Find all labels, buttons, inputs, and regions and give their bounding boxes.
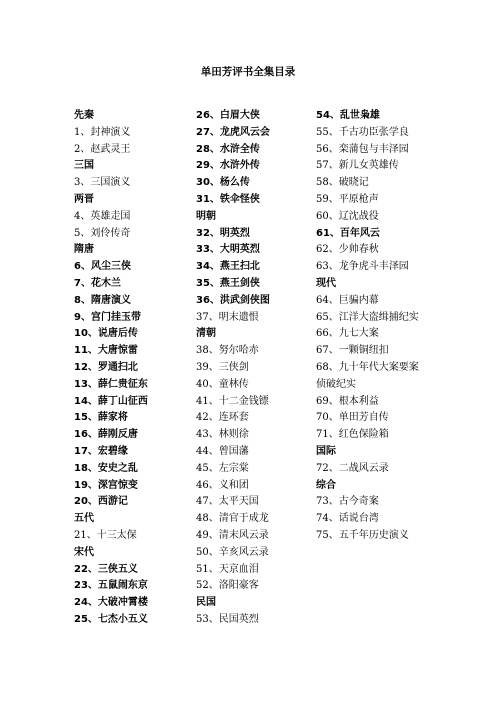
catalog-entry: 10、说唐后传 (74, 328, 138, 340)
catalog-entry: 26、白眉大侠 (196, 110, 260, 121)
catalog-entry: 1、封神演义 (74, 126, 131, 138)
catalog-entry: 30、杨么传 (196, 177, 250, 189)
catalog-entry: 7、花木兰 (74, 277, 121, 289)
catalog-entry: 12、罗通扫北 (74, 361, 138, 373)
catalog-entry: 59、平原枪声 (316, 193, 379, 205)
catalog-entry: 25、七杰小五义 (74, 613, 148, 625)
catalog-entry: 50、辛亥风云录 (196, 546, 269, 558)
era-heading: 民国 (196, 597, 216, 609)
catalog-entry: 46、义和团 (196, 479, 249, 491)
catalog-entry: 36、洪武剑侠图 (196, 294, 270, 306)
catalog-entry: 15、薛家将 (74, 412, 128, 424)
catalog-entry: 55、千古功臣张学良 (316, 126, 409, 138)
era-heading: 清朝 (196, 328, 216, 340)
catalog-entry: 16、薛刚反唐 (74, 429, 138, 441)
catalog-entry: 56、栾蒲包与丰泽园 (316, 143, 409, 155)
catalog-entry: 75、五千年历史演义 (316, 529, 409, 541)
era-heading: 隋唐 (74, 244, 94, 256)
catalog-entry: 60、辽沈战役 (316, 210, 379, 222)
catalog-entry: 41、十二金钱镖 (196, 395, 269, 407)
catalog-entry: 67、一颗铜纽扣 (316, 345, 389, 357)
catalog-entry: 31、铁伞怪侠 (196, 193, 260, 205)
catalog-entry: 51、天京血泪 (196, 563, 259, 575)
catalog-entry: 43、林则徐 (196, 429, 249, 441)
era-heading: 综合 (316, 479, 336, 491)
catalog-entry: 53、民国英烈 (196, 613, 259, 625)
catalog-entry: 6、风尘三侠 (74, 261, 131, 273)
catalog-entry: 66、九七大案 (316, 328, 379, 340)
catalog-entry: 63、龙争虎斗丰泽园 (316, 261, 409, 273)
catalog-entry: 48、清官于成龙 (196, 513, 269, 525)
catalog-entry: 5、刘伶传奇 (74, 227, 131, 239)
catalog-entry: 54、乱世枭雄 (316, 110, 380, 121)
catalog-entry: 72、二战风云录 (316, 462, 389, 474)
era-heading: 先秦 (74, 110, 94, 121)
catalog-entry: 58、破晓记 (316, 177, 369, 189)
catalog-entry: 4、英雄走国 (74, 210, 131, 222)
era-heading: 国际 (316, 445, 336, 457)
catalog-entry: 17、宏碧缘 (74, 445, 128, 457)
catalog-entry: 23、五鼠闹东京 (74, 580, 148, 592)
catalog-entry: 42、连环套 (196, 412, 249, 424)
catalog-entry: 40、童林传 (196, 378, 249, 390)
catalog-entry: 44、曾国藩 (196, 445, 249, 457)
catalog-column-1 (74, 108, 192, 629)
catalog-entry: 71、红色保险箱 (316, 429, 389, 441)
era-heading: 三国 (74, 160, 94, 172)
catalog-entry: 37、明末遗恨 (196, 311, 259, 323)
catalog-entry: 35、燕王剑侠 (196, 277, 260, 289)
catalog-entry: 38、努尔哈赤 (196, 345, 259, 357)
catalog-entry: 62、少帅春秋 (316, 244, 379, 256)
catalog-entry: 52、洛阳豪客 (196, 580, 259, 592)
catalog-entry: 20、西游记 (74, 496, 128, 508)
catalog-entry: 65、江洋大盗缉捕纪实 (316, 311, 419, 323)
catalog-column-3 (316, 108, 426, 545)
catalog-entry: 33、大明英烈 (196, 244, 260, 256)
catalog-entry: 45、左宗棠 (196, 462, 249, 474)
catalog-entry: 22、三侠五义 (74, 563, 138, 575)
era-heading: 现代 (316, 277, 336, 289)
catalog-entry: 24、大破冲霄楼 (74, 597, 148, 609)
era-heading: 宋代 (74, 546, 94, 558)
catalog-entry: 39、三侠剑 (196, 361, 249, 373)
catalog-entry: 3、三国演义 (74, 177, 131, 189)
catalog-entry: 57、新儿女英雄传 (316, 160, 399, 172)
era-heading: 明朝 (196, 210, 216, 222)
catalog-entry: 13、薛仁贵征东 (74, 378, 148, 390)
catalog-entry: 73、古今奇案 (316, 496, 379, 508)
era-heading: 两晋 (74, 193, 94, 205)
era-heading: 五代 (74, 513, 94, 525)
catalog-entry: 9、宫门挂玉带 (74, 311, 141, 323)
catalog-entry: 19、深宫惊变 (74, 479, 138, 491)
catalog-entry: 21、十三太保 (74, 529, 137, 541)
catalog-entry: 32、明英烈 (196, 227, 250, 239)
catalog-entry: 61、百年风云 (316, 227, 380, 239)
catalog-entry: 49、清末风云录 (196, 529, 269, 541)
catalog-entry: 8、隋唐演义 (74, 294, 131, 306)
catalog-entry: 64、巨骗内幕 (316, 294, 379, 306)
catalog-entry: 27、龙虎风云会 (196, 126, 270, 138)
catalog-entry: 28、水浒全传 (196, 143, 260, 155)
catalog-entry: 34、燕王扫北 (196, 261, 260, 273)
catalog-entry: 47、太平天国 (196, 496, 259, 508)
catalog-entry: 2、赵武灵王 (74, 143, 131, 155)
catalog-entry: 70、单田芳自传 (316, 412, 389, 424)
catalog-column-2 (196, 108, 312, 629)
catalog-entry: 69、根本利益 (316, 395, 379, 407)
catalog-entry: 74、话说台湾 (316, 513, 379, 525)
catalog-entry: 18、安史之乱 (74, 462, 138, 474)
document-title: 单田芳评书全集目录 (200, 66, 296, 78)
catalog-entry: 14、薛丁山征西 (74, 395, 148, 407)
catalog-entry: 29、水浒外传 (196, 160, 260, 172)
catalog-entry: 11、大唐惊雷 (74, 345, 138, 357)
catalog-entry: 68、九十年代大案要案侦破纪实 (316, 361, 419, 390)
